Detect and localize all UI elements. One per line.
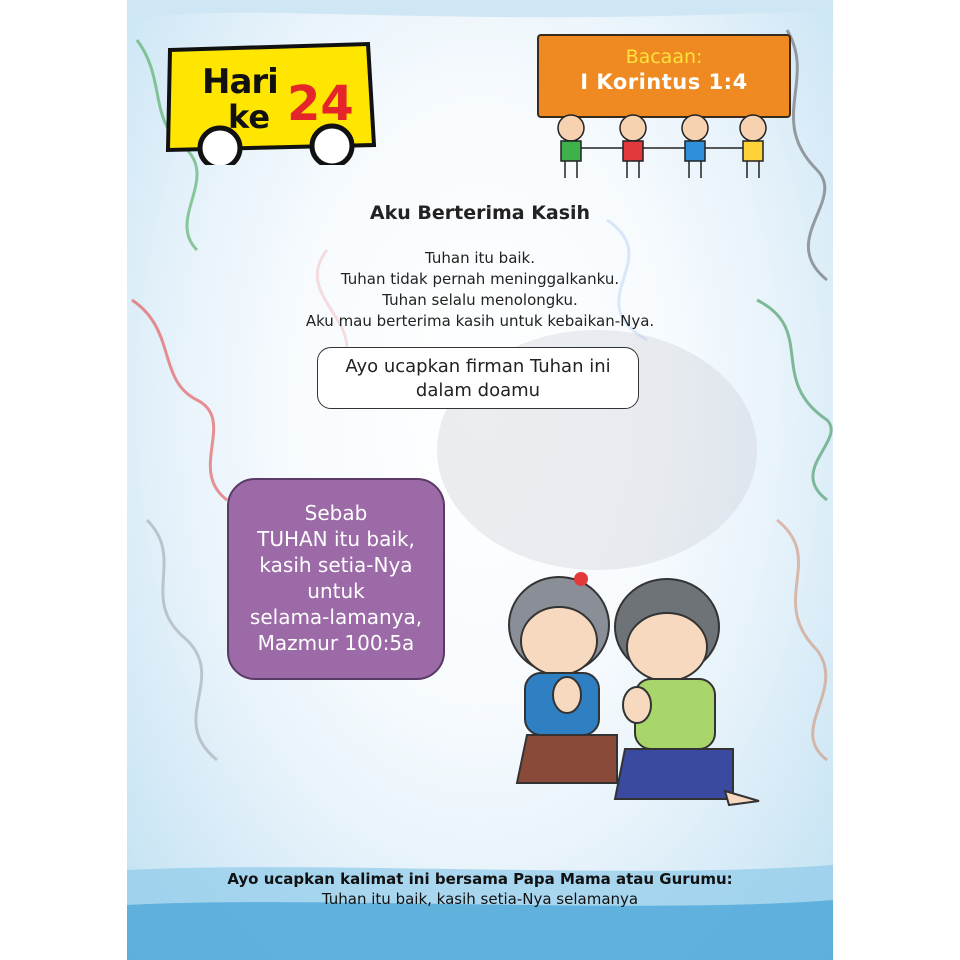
verse-line: TUHAN itu baik,: [257, 527, 415, 551]
prayer-prompt-box: [317, 347, 639, 409]
prompt-line-2: dalam doamu: [415, 380, 541, 401]
verse-line: selama-lamanya,: [249, 605, 423, 629]
day-bus-badge: [162, 40, 380, 165]
page-title: Aku Berterima Kasih: [369, 202, 591, 224]
day-number: 24: [287, 76, 354, 132]
verse-line: Sebab: [304, 501, 368, 525]
kids-holding-hands-illustration: [535, 108, 791, 182]
verse-line: untuk: [307, 579, 365, 603]
poem-line: Tuhan selalu menolongku.: [382, 291, 578, 309]
reading-label: Bacaan:: [625, 46, 703, 68]
footer: [127, 870, 833, 908]
badge-ke: ke: [228, 98, 271, 136]
badge-hari: Hari: [202, 62, 278, 102]
poem-line: Tuhan tidak pernah meninggalkanku.: [340, 270, 620, 288]
verse-reference: Mazmur 100:5a: [257, 631, 415, 655]
reading-banner: [537, 34, 791, 118]
footer-sentence: Tuhan itu baik, kasih setia-Nya selamanya: [321, 890, 639, 908]
poem-line: Tuhan itu baik.: [424, 249, 536, 267]
praying-children-illustration: [497, 555, 762, 815]
poem-block: [127, 248, 833, 332]
verse-box: [227, 478, 445, 680]
reading-reference: I Korintus 1:4: [580, 70, 748, 94]
verse-line: kasih setia-Nya: [259, 553, 413, 577]
devotional-page: [127, 0, 833, 960]
footer-instruction: Ayo ucapkan kalimat ini bersama Papa Mama atau Gurumu:: [227, 870, 733, 888]
poem-line: Aku mau berterima kasih untuk kebaikan-Nya.: [305, 312, 655, 330]
prompt-line-1: Ayo ucapkan firman Tuhan ini: [345, 356, 611, 377]
